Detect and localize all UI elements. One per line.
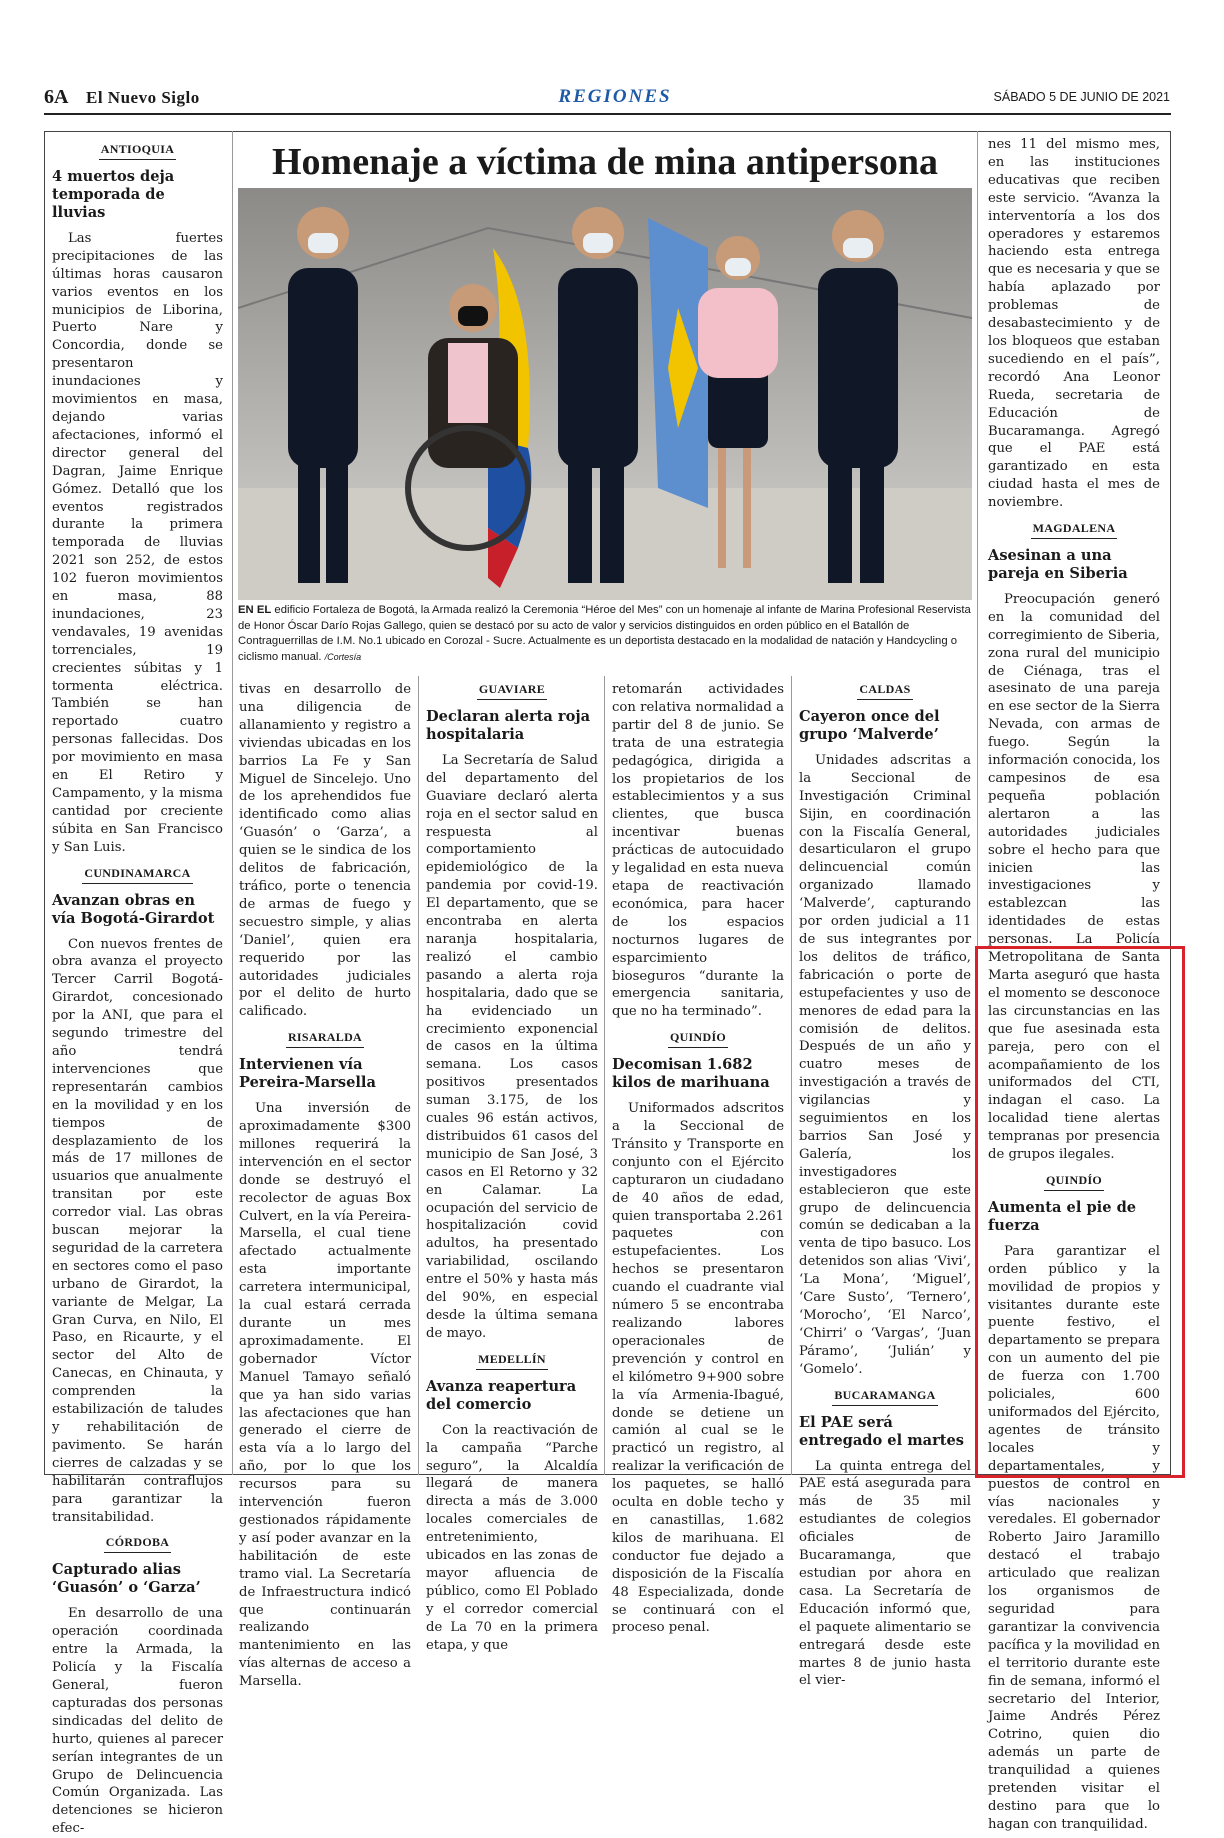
article-text: Uniformados adscritos a la Seccional de Tránsito y Transporte en conjunto con el Ejército capturaron un ciudadano de 40 años de edad, quien transportaba 2.261 paquetes con estupefacientes. Los hechos se presentaron cuando el cuadrante vial número 5 se encontraba realizando labores operacionales de prevención y control en el kilómetro 9+900 sobre la vía Armenia-Ibagué, donde se detiene un camión al cual se le practicó un registro, al realizar la verificación de los paquetes, se halló oculta en doble techo y en canastillas, 1.682 kilos de marihuana. El conductor fue dejado a disposición de la Fiscalía 48 Especializada, donde se continuará con el proceso penal. — [612, 1101, 784, 1636]
headline-medellin: Avanza reapertura del comercio — [426, 1377, 577, 1413]
article-text: Con la reactivación de la campaña “Parche seguro”, la Alcaldía llegará de manera directa a más de 3.000 locales comerciales de entretenimiento, ubicados en las zonas de mayor afluencia de público, como El Poblado y el corredor comercial de La 70 en la primera etapa, y que — [426, 1422, 598, 1653]
newspaper-name: El Nuevo Siglo — [86, 88, 200, 107]
kicker-quindio-2: QUINDÍO — [1044, 1172, 1104, 1191]
article-text: La Secretaría de Salud del departamento del Guaviare declaró alerta roja en el sector salud en respuesta al comportamiento epidemiológico de la pandemia por covid-19. El departamento, que se encontraba en alerta naranja hospitalaria, realizó el cambio pasando a alerta roja hospitalaria, dado que se ha evidenciado un crecimiento exponencial de casos en la última semana. Los casos positivos presentados suman 3.175, de los cuales 96 están activos, distribuidos 61 casos del municipio de San José, 3 casos en El Retorno y 32 en Calamar. La ocupación del servicio de hospitalización covid adultos, ha presentado variabilidad, oscilando entre el 50% y hasta más del 90%, en especial desde la última semana de mayo. — [426, 752, 598, 1341]
headline-antioquia: 4 muertos deja temporada de lluvias — [52, 167, 175, 221]
column-1 — [52, 141, 223, 1838]
headline-cundinamarca: Avanzan obras en vía Bogotá-Girardot — [52, 891, 215, 927]
headline-bucaramanga: El PAE será entregado el martes — [799, 1413, 965, 1449]
feature-headline: Homenaje a víctima de mina antipersona — [271, 141, 938, 183]
kicker-risaralda: RISARALDA — [286, 1029, 364, 1048]
column-divider — [232, 131, 233, 1475]
headline-quindio-marihuana: Decomisan 1.682 kilos de marihuana — [612, 1056, 770, 1092]
column-5 — [799, 681, 971, 1690]
issue-date: SÁBADO 5 DE JUNIO DE 2021 — [993, 90, 1170, 104]
headline-caldas: Cayeron once del grupo ‘Malverde’ — [799, 707, 940, 743]
article-text: Con nuevos frentes de obra avanza el proyecto Tercer Carril Bogotá-Girardot, concesionado por la ANI, que para el segundo trimestre del año tendrá intervenciones que representarán cambios en la movilidad y en los tiempos de desplazamiento de los más de 17 millones de usuarios que anualmente transitan por este corredor vial. Las obras buscan mejorar la seguridad de la carretera en sectores como el paso urbano de Girardot, la variante de Melgar, La Gran Curva, en Nilo, El Paso, en Ricaurte, y el sector del Alto de Canecas, en Chinauta, y comprenden la estabilización de taludes y rehabilitación de pavimento. Se harán cierres de calzadas y se habilitarán contraflujos para garantizar la transitabilidad. — [52, 936, 223, 1525]
article-text: nes 11 del mismo mes, en las instituciones educativas que reciben este servicio. “Avanza la interventoría a los dos operadores y estaremos haciendo esta entrega que es necesaria y que se había aplazado por problemas de desabastecimiento y de los bloqueos que estaban sucediendo en el país”, recordó Ana Leonor Rueda, secretaria de Educación de Bucaramanga. Agregó que el PAE está garantizado en esta ciudad hasta el mes de noviembre. — [988, 137, 1160, 511]
caption-lead: EN EL — [238, 604, 272, 616]
caption-text: edificio Fortaleza de Bogotá, la Armada realizó la Ceremonia “Héroe del Mes” con un homenaje al infante de Marina Profesional Reservista de Honor Óscar Darío Rojas Gallego, quien se destacó por su acto de valor y servicios distinguidos en orden público en el Batallón de Contraguerrillas de I.M. No.1 ubicado en Corozal - Sucre. Actualmente es un deportista destacado en la modalidad de natación y Handcycling o ciclismo manual. — [238, 604, 971, 663]
section-title: REGIONES — [558, 86, 672, 107]
kicker-cundinamarca: CUNDINAMARCA — [82, 865, 192, 884]
article-text: retomarán actividades con relativa normalidad a partir del 8 de junio. Se trata de una estrategia pedagógica, dirigida a los propietarios de los establecimientos y a sus clientes, que busca incentivar buenas prácticas de autocuidado y legalidad en esta nueva etapa de reactivación económica, para hacer de los espacios nocturnos lugares de esparcimiento bioseguros “durante la emergencia sanitaria, que no ha terminado”. — [612, 682, 784, 1020]
kicker-caldas: CALDAS — [857, 681, 912, 700]
article-text: tivas en desarrollo de una diligencia de allanamiento y registro a viviendas ubicadas en los barrios La Fe y San Miguel de Sincelejo. Uno de los aprehendidos fue identificado como alias ‘Guasón’ o ‘Garza’, a quien se le sindica de los delitos de fabricación, tráfico, porte o tenencia de armas de fuego y secuestro simple, y alias ‘Daniel’, quien era requerido por las autoridades judiciales por el delito de hurto calificado. — [239, 682, 411, 1020]
kicker-antioquia: ANTIOQUIA — [99, 141, 176, 160]
article-text: Preocupación generó en la comunidad del corregimiento de Siberia, zona rural del municipio de Ciénaga, tras el asesinato de una pareja en ese sector de la Sierra Nevada, con armas de fuego. Según la información conocida, los campesinos de esa pequeña población alertaron a las autoridades judiciales sobre el hecho para que inicien las investigaciones y establezcan las identidades de estas personas. La Policía Metropolitana de Santa Marta aseguró que hasta el momento se desconoce las circunstancias en las que fue asesinada esta pareja, pero con el acompañamiento de los uniformados del CTI, indagan el caso. La localidad tiene alertas tempranas por presencia de grupos ilegales. — [988, 591, 1160, 1163]
headline-guaviare: Declaran alerta roja hospitalaria — [426, 707, 591, 743]
kicker-medellin: MEDELLÍN — [476, 1351, 548, 1370]
column-4 — [612, 681, 784, 1637]
article-text: Las fuertes precipitaciones de las últimas horas causaron varios eventos en los municipios de Liborina, Puerto Nare y Concordia, donde se presentaron inundaciones y movimientos en masa, dejando varias afectaciones, informó el director general del Dagran, Jaime Enrique Gómez. Detalló que los eventos registrados durante la primera temporada de lluvias 2021 son 252, de estos 102 fueron movimientos en masa, 88 inundaciones, 23 vendavales, 19 avenidas torrenciales, 19 crecientes súbitas y 1 tormenta eléctrica. También se han reportado cuatro personas fallecidas. Dos por movimiento en masa en El Retiro y Campamento, y la misma cantidad por creciente súbita en San Francisco y San Luis. — [52, 230, 223, 855]
caption-credit: /Cortesía — [324, 651, 362, 662]
column-divider — [791, 676, 792, 1475]
headline-magdalena: Asesinan a una pareja en Siberia — [988, 546, 1128, 582]
kicker-guaviare: GUAVIARE — [477, 681, 547, 700]
column-divider — [604, 676, 605, 1475]
ceremony-photo — [238, 188, 972, 600]
highlight-box — [975, 946, 1185, 1478]
kicker-cordoba: CÓRDOBA — [104, 1534, 171, 1553]
article-text: En desarrollo de una operación coordinada entre la Armada, la Policía y la Fiscalía General, fueron capturadas dos personas sindicadas del delito de hurto, quienes al parecer serían integrantes de un Grupo de Delincuencia Común Organizada. Las detenciones se hicieron efec- — [52, 1606, 223, 1837]
article-text: Unidades adscritas a la Seccional de Investigación Criminal Sijin, en coordinación con la Fiscalía General, desarticularon el grupo delincuencial común organizado llamado ‘Malverde’, capturando por orden judicial a 11 de sus integrantes por los delitos de tráfico, fabricación o porte de estupefacientes y uso de menores de edad para la comisión de delitos. Después de un año y cuatro meses de investigación a través de vigilancias y seguimientos en los barrios San José y Galería, los investigadores establecieron que este grupo de delincuencia común se dedicaban a la venta de tipo basuco. Los detenidos son alias ‘Vivi’, ‘La Mona’, ‘Miguel’, ‘Care Susto’, ‘Ternero’, ‘Morocho’, ‘El Narco’, ‘Chirri’ o ‘Vargas’, ‘Juan Páramo’, ‘Julián’ y ‘Gomelo’. — [799, 752, 971, 1377]
article-text: Para garantizar el orden público y la movilidad de propios y visitantes durante este puente festivo, el departamento se prepara con un aumento del pie de fuerza con 1.700 policiales, 600 uniformados del Ejército, agentes de tránsito locales y departamentales, y puestos de control en vías nacionales y veredales. El gobernador Roberto Jairo Jaramillo destacó el trabajo articulado que realizan los organismos de seguridad para garantizar la convivencia pacífica y la movilidad en el territorio durante este fin de semana, informó el secretario del Interior, Jaime Andrés Pérez Cotrino, quien dio además un parte de tranquilidad a quienes pretenden visitar el destino para que lo hagan con tranquilidad. — [988, 1243, 1160, 1832]
kicker-quindio: QUINDÍO — [668, 1029, 728, 1048]
headline-cordoba: Capturado alias ‘Guasón’ o ‘Garza’ — [52, 1561, 201, 1597]
headline-quindio-fuerza: Aumenta el pie de fuerza — [988, 1198, 1137, 1234]
feature-photo — [238, 188, 972, 600]
column-2 — [239, 681, 411, 1691]
header-rule — [44, 113, 1171, 115]
column-3 — [426, 681, 598, 1655]
kicker-bucaramanga: BUCARAMANGA — [832, 1387, 937, 1406]
headline-risaralda: Intervienen vía Pereira-Marsella — [239, 1056, 376, 1092]
page-number: 6A — [44, 86, 69, 108]
kicker-magdalena: MAGDALENA — [1031, 520, 1118, 539]
article-text: Una inversión de aproximadamente $300 millones requerirá la intervención en el sector donde se destruyó el recolector de aguas Box Culvert, en la vía Pereira-Marsella, el cual tiene afectado actualmente esta importante carretera intermunicipal, la cual estará cerrada durante un mes aproximadamente. El gobernador Víctor Manuel Tamayo señaló que ya han sido varias las afectaciones que han generado el cierre de esta vía a lo largo del año, por lo que los recursos para su intervención fueron gestionados rápidamente y así poder avanzar en la habilitación de este tramo vial. La Secretaría de Infraestructura indicó que continuarán realizando mantenimiento en las vías alternas de acceso a Marsella. — [239, 1101, 411, 1690]
article-text: La quinta entrega del PAE está asegurada para más de 35 mil estudiantes de colegios oficiales de Bucaramanga, que estudian por ahora en casa. La Secretaría de Educación informó que, el paquete alimentario se entregará desde este martes 8 de junio hasta el vier- — [799, 1458, 971, 1689]
photo-caption — [238, 603, 972, 665]
column-divider — [418, 676, 419, 1475]
